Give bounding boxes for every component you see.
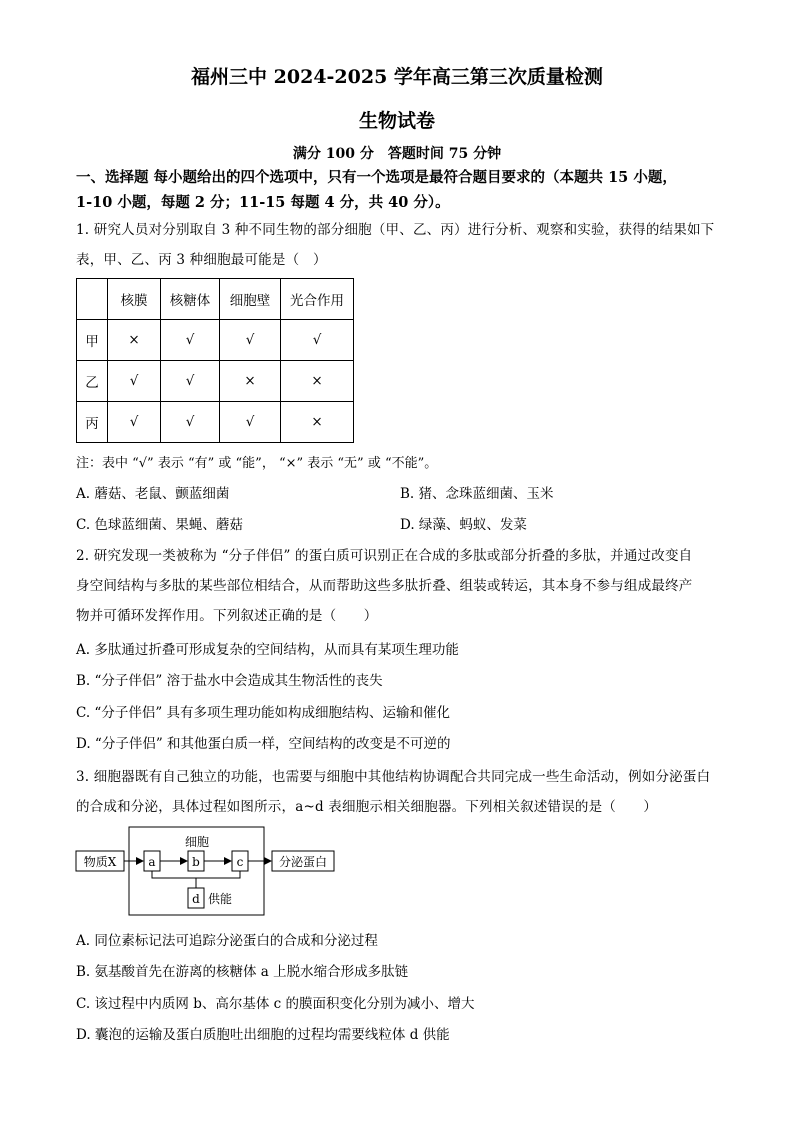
table-cell: √ bbox=[161, 320, 220, 361]
question-3-option-d: D. 囊泡的运输及蛋白质胞吐出细胞的过程均需要线粒体 d 供能 bbox=[76, 1027, 450, 1043]
section-heading-line1: 一、选择题 每小题给出的四个选项中，只有一个选项是最符合题目要求的（本题共 15 小题， bbox=[76, 169, 677, 186]
table-header: 核膜 bbox=[108, 279, 161, 320]
question-2-option-d: D. “分子伴侣” 和其他蛋白质一样，空间结构的改变是不可逆的 bbox=[76, 736, 451, 752]
table-header: 光合作用 bbox=[281, 279, 354, 320]
question-3-option-a: A. 同位素标记法可追踪分泌蛋白的合成和分泌过程 bbox=[76, 933, 378, 949]
question-2-line2: 身空间结构与多肽的某些部位相结合，从而帮助这些多肽折叠、组装或转运，其本身不参与组成最终产 bbox=[76, 578, 693, 594]
organelle-a-label: a bbox=[148, 855, 156, 869]
question-2-option-a: A. 多肽通过折叠可形成复杂的空间结构，从而具有某项生理功能 bbox=[76, 642, 459, 658]
table-cell: √ bbox=[220, 402, 281, 443]
question-2-line3: 物并可循环发挥作用。下列叙述正确的是（ ） bbox=[76, 608, 378, 624]
exam-title: 福州三中 2024-2025 学年高三第三次质量检测 bbox=[191, 66, 603, 88]
table-header: 细胞壁 bbox=[220, 279, 281, 320]
question-1-option-d: D. 绿藻、蚂蚁、发菜 bbox=[400, 517, 527, 533]
table-cell: √ bbox=[161, 402, 220, 443]
question-2-line1: 2. 研究发现一类被称为 “分子伴侣” 的蛋白质可识别正在合成的多肽或部分折叠的多肽，并通过改变自 bbox=[76, 548, 693, 564]
table-cell: √ bbox=[161, 361, 220, 402]
question-1-line1: 1. 研究人员对分别取自 3 种不同生物的部分细胞（甲、乙、丙）进行分析、观察和实验，获得的结果如下 bbox=[76, 222, 715, 238]
question-2-option-b: B. “分子伴侣” 溶于盐水中会造成其生物活性的丧失 bbox=[76, 673, 383, 689]
cell-label: 细胞 bbox=[184, 835, 210, 849]
table-cell: 甲 bbox=[77, 320, 108, 361]
question-3-line1: 3. 细胞器既有自己独立的功能，也需要与细胞中其他结构协调配合共同完成一些生命活动，例如分泌蛋白 bbox=[76, 769, 711, 785]
question-1-option-c: C. 色球蓝细菌、果蝇、蘑菇 bbox=[76, 517, 243, 533]
question-3-option-b: B. 氨基酸首先在游离的核糖体 a 上脱水缩合形成多肽链 bbox=[76, 964, 409, 980]
energy-label: 供能 bbox=[208, 892, 233, 906]
exam-subtitle: 生物试卷 bbox=[358, 110, 435, 132]
question-3-option-c: C. 该过程中内质网 b、高尔基体 c 的膜面积变化分别为减小、增大 bbox=[76, 996, 475, 1012]
input-label: 物质X bbox=[83, 855, 117, 869]
table-cell: × bbox=[281, 361, 354, 402]
table-cell: √ bbox=[220, 320, 281, 361]
table-header: 核糖体 bbox=[161, 279, 220, 320]
organelle-b-label: b bbox=[192, 855, 200, 869]
question-1-option-b: B. 猪、念珠蓝细菌、玉米 bbox=[400, 486, 554, 502]
table-cell: × bbox=[220, 361, 281, 402]
energy-bracket bbox=[152, 871, 240, 878]
table-cell: × bbox=[281, 402, 354, 443]
question-2-option-c: C. “分子伴侣” 具有多项生理功能如构成细胞结构、运输和催化 bbox=[76, 705, 451, 721]
table-cell: × bbox=[108, 320, 161, 361]
table-cell: √ bbox=[108, 402, 161, 443]
question-1-line2: 表，甲、乙、丙 3 种细胞最可能是（ ） bbox=[76, 252, 327, 268]
table-cell: √ bbox=[108, 361, 161, 402]
section-heading-line2: 1-10 小题，每题 2 分；11-15 每题 4 分，共 40 分）。 bbox=[76, 194, 450, 211]
question-1-option-a: A. 蘑菇、老鼠、颤蓝细菌 bbox=[76, 486, 230, 502]
table-cell: √ bbox=[281, 320, 354, 361]
question-3-line2: 的合成和分泌，具体过程如图所示，a~d 表细胞示相关细胞器。下列相关叙述错误的是（ ） bbox=[76, 799, 658, 815]
organelle-d-label: d bbox=[192, 892, 200, 906]
question-1-note: 注：表中 “√” 表示 “有” 或 “能”， “×” 表示 “无” 或 “不能”。 bbox=[76, 456, 438, 471]
score-time: 满分 100 分 答题时间 75 分钟 bbox=[292, 146, 502, 162]
output-label: 分泌蛋白 bbox=[278, 855, 328, 869]
table-cell: 丙 bbox=[77, 402, 108, 443]
organelle-c-label: c bbox=[236, 855, 244, 869]
table-cell: 乙 bbox=[77, 361, 108, 402]
